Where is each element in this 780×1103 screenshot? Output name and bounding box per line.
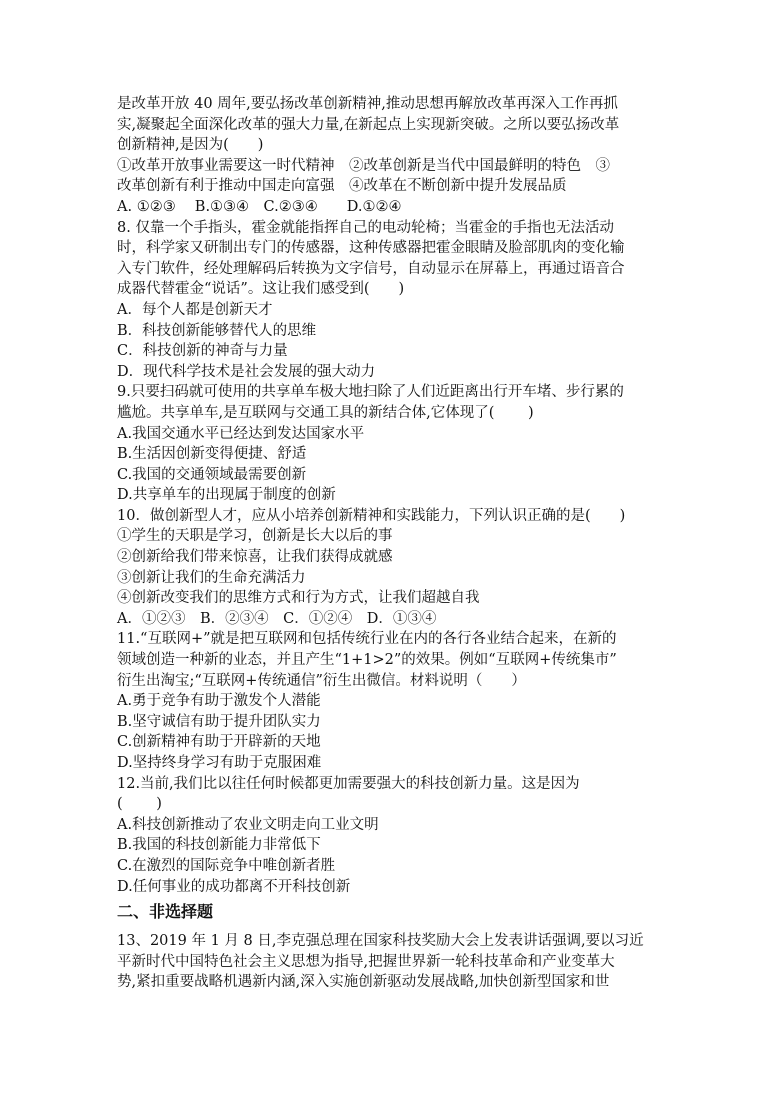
q8-option-c: C．科技创新的神奇与力量 xyxy=(117,343,288,360)
q7-statement-line: 改革创新有利于推动中国走向富强 ④改革在不断创新中提升发展品质 xyxy=(117,178,567,195)
q8-stem-line: 时，科学家又研制出专门的传感器，这种传感器把霍金眼睛及脸部肌肉的变化输 xyxy=(117,240,625,257)
q11-option-d: D.坚持终身学习有助于克服困难 xyxy=(117,755,322,771)
exam-content xyxy=(117,94,665,993)
q11-stem-line: 衍生出淘宝;“互联网+传统通信”衍生出微信。材料说明（ ） xyxy=(117,672,526,689)
q12-option-b: B.我国的科技创新能力非常低下 xyxy=(117,837,321,854)
q10-stem-line: 10．做创新型人才，应从小培养创新精神和实践能力，下列认识正确的是( ) xyxy=(117,507,626,524)
q9-option-c: C.我国的交通领域最需要创新 xyxy=(117,466,307,483)
q11-stem-line: 领域创造一种新的业态，并且产生“1+1>2”的效果。例如“互联网+传统集市” xyxy=(117,652,617,669)
q8-option-d: D．现代科学技术是社会发展的强大动力 xyxy=(117,363,376,380)
q8-stem-line: 成器代替霍金“说话”。这让我们感受到( ) xyxy=(117,281,405,298)
q10-statement: ①学生的天职是学习，创新是长大以后的事 xyxy=(117,528,393,545)
q13-stem-line: 13、2019 年 1 月 8 日,李克强总理在国家科技奖励大会上发表讲话强调,要以习近 xyxy=(117,933,644,950)
q12-stem-line: ( ) xyxy=(117,796,162,813)
q8-option-b: B．科技创新能够替代人的思维 xyxy=(117,322,317,339)
q13-stem-line: 势,紧扣重要战略机遇新内涵,深入实施创新驱动发展战略,加快创新型国家和世 xyxy=(117,974,610,991)
q9-option-a: A.我国交通水平已经达到发达国家水平 xyxy=(117,425,365,442)
q12-option-d: D.任何事业的成功都离不开科技创新 xyxy=(117,878,351,895)
q7-stem-line: 实,凝聚起全面深化改革的强大力量,在新起点上实现新突破。之所以要弘扬改革 xyxy=(117,116,620,133)
q12-option-c: C.在激烈的国际竞争中唯创新者胜 xyxy=(117,857,336,874)
section-heading: 二、非选择题 xyxy=(117,902,214,922)
q11-option-a: A.勇于竞争有助于激发个人潜能 xyxy=(117,693,321,710)
q7-statement-line: ①改革开放事业需要这一时代精神 ②改革创新是当代中国最鲜明的特色 ③ xyxy=(117,157,610,174)
q12-stem-line: 12.当前,我们比以往任何时候都更加需要强大的科技创新力量。这是因为 xyxy=(117,775,580,792)
q7-options: A. ①②③ B.①③④ C.②③④ D.①②④ xyxy=(117,198,402,215)
q7-stem-line: 是改革开放 40 周年,要弘扬改革创新精神,推动思想再解放改革再深入工作再抓 xyxy=(117,96,618,112)
q9-option-b: B.生活因创新变得便捷、舒适 xyxy=(117,446,307,463)
q12-option-a: A.科技创新推动了农业文明走向工业文明 xyxy=(117,816,379,833)
q9-stem-line: 9.只要扫码就可使用的共享单车极大地扫除了人们近距离出行开车堵、步行累的 xyxy=(117,384,624,401)
q10-statement: ③创新让我们的生命充满活力 xyxy=(117,569,306,586)
q11-option-b: B.坚守诚信有助于提升团队实力 xyxy=(117,713,321,730)
q11-stem-line: 11.“互联网+”就是把互联网和包括传统行业在内的各行各业结合起来，在新的 xyxy=(117,631,617,648)
q8-stem-line: 8. 仅靠一个手指头，霍金就能指挥自己的电动轮椅；当霍金的手指也无法活动 xyxy=(117,219,614,236)
q8-stem-line: 入专门软件，经处理解码后转换为文字信号，自动显示在屏幕上，再通过语音合 xyxy=(117,260,625,277)
q7-stem-line: 创新精神,是因为( ) xyxy=(117,137,264,154)
q10-options: A．①②③ B．②③④ C．①②④ D．①③④ xyxy=(117,610,437,627)
q11-option-c: C.创新精神有助于开辟新的天地 xyxy=(117,734,321,751)
q8-option-a: A．每个人都是创新天才 xyxy=(117,301,273,318)
q10-statement: ④创新改变我们的思维方式和行为方式，让我们超越自我 xyxy=(117,590,480,607)
q13-stem-line: 平新时代中国特色社会主义思想为指导,把握世界新一轮科技革命和产业变革大 xyxy=(117,953,615,970)
q10-statement: ②创新给我们带来惊喜，让我们获得成就感 xyxy=(117,549,393,566)
q9-stem-line: 尴尬。共享单车,是互联网与交通工具的新结合体,它体现了( ) xyxy=(117,404,534,421)
q9-option-d: D.共享单车的出现属于制度的创新 xyxy=(117,487,336,504)
